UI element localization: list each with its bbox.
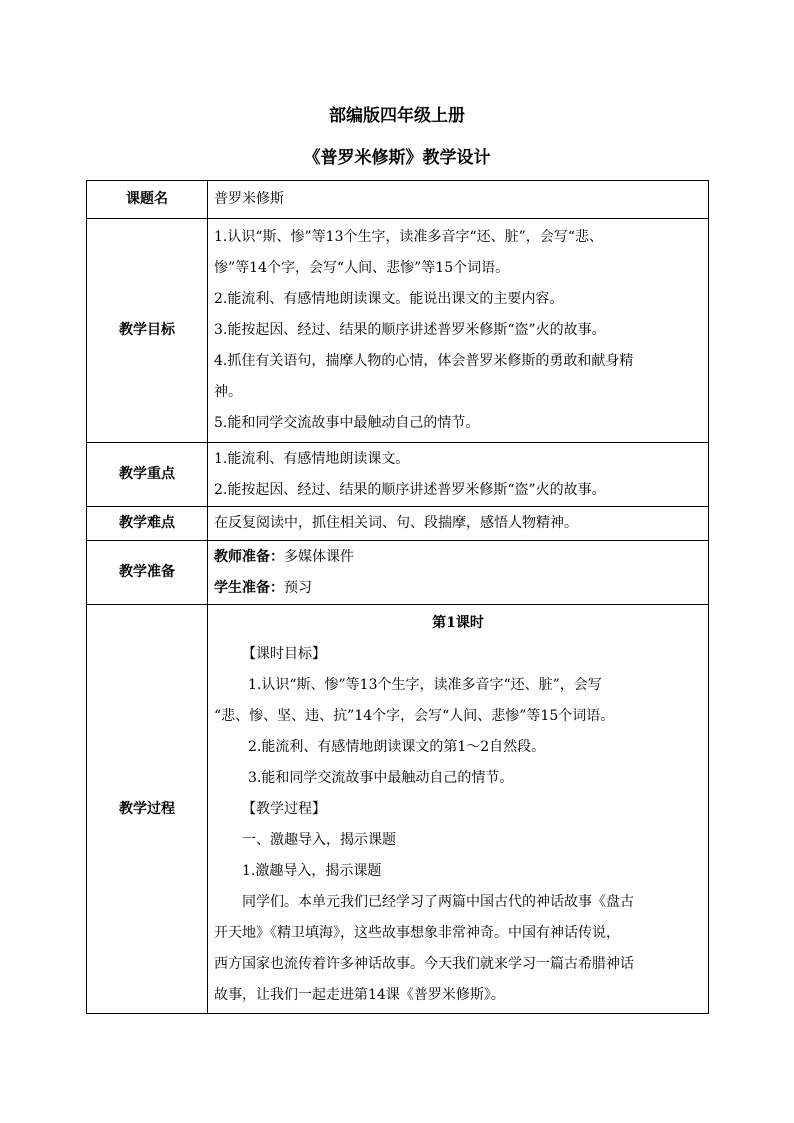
student-preparation xyxy=(214,573,702,604)
teacher-preparation xyxy=(214,542,702,573)
lesson-title: 第1课时 xyxy=(432,614,484,631)
topic-value: 普罗米修斯 xyxy=(208,181,709,219)
goals-label: 教学目标 xyxy=(87,219,208,443)
process-line: 1.认识“斯、惨”等13个生字，读准多音字“还、脏”，会写 xyxy=(248,676,602,693)
lesson-plan-table xyxy=(86,180,709,1014)
goals-line: 2.能流利、有感情地朗读课文。能说出课文的主要内容。 xyxy=(214,291,564,307)
process-line: “悲、惨、坚、违、抗”14个字，会写“人间、悲惨”等15个词语。 xyxy=(214,707,615,724)
difficulties-label: 教学难点 xyxy=(87,507,208,541)
process-cell xyxy=(208,605,709,1014)
student-preparation-label: 学生准备： xyxy=(214,579,284,596)
process-line: 1.激趣导入，揭示课题 xyxy=(242,862,382,879)
goals-line: 惨”等14个字，会写“人间、悲惨”等15个词语。 xyxy=(214,260,510,276)
key-point-line: 2.能按起因、经过、结果的顺序讲述普罗米修斯“盗”火的故事。 xyxy=(214,481,606,498)
process-line: 西方国家也流传着许多神话故事。今天我们就来学习一篇古希腊神话 xyxy=(214,955,634,972)
student-preparation-value: 预习 xyxy=(284,579,312,596)
process-row xyxy=(87,605,709,1014)
key-point-line: 1.能流利、有感情地朗读课文。 xyxy=(214,450,410,467)
preparation-row xyxy=(87,541,709,605)
topic-row xyxy=(87,181,709,219)
goals-row xyxy=(87,219,709,443)
process-line: 【教学过程】 xyxy=(242,800,326,817)
difficulties-row xyxy=(87,507,709,541)
goals-line: 神。 xyxy=(214,384,242,400)
preparation-cell xyxy=(208,541,709,605)
key-points-row xyxy=(87,443,709,507)
document-subtitle: 《普罗米修斯》教学设计 xyxy=(303,148,491,168)
teacher-preparation-value: 多媒体课件 xyxy=(284,548,354,565)
process-line: 同学们。本单元我们已经学习了两篇中国古代的神话故事《盘古 xyxy=(242,893,634,910)
process-line: 故事，让我们一起走进第14课《普罗米修斯》。 xyxy=(214,986,505,1003)
preparation-label: 教学准备 xyxy=(87,541,208,605)
difficulties-value: 在反复阅读中，抓住相关词、句、段揣摩，感悟人物精神。 xyxy=(208,507,709,541)
process-line: 2.能流利、有感情地朗读课文的第1～2自然段。 xyxy=(248,738,546,755)
topic-label: 课题名 xyxy=(87,181,208,219)
process-line: 开天地》《精卫填海》，这些故事想象非常神奇。中国有神话传说， xyxy=(214,924,620,941)
key-points-label: 教学重点 xyxy=(87,443,208,507)
goals-line: 5.能和同学交流故事中最触动自己的情节。 xyxy=(214,415,480,431)
process-line: 3.能和同学交流故事中最触动自己的情节。 xyxy=(248,769,514,786)
key-points-cell xyxy=(208,443,709,507)
process-line: 【课时目标】 xyxy=(242,645,326,662)
teacher-preparation-label: 教师准备： xyxy=(214,548,284,565)
goals-line: 1.认识“斯、惨”等13个生字，读准多音字“还、脏”，会写“悲、 xyxy=(214,229,603,245)
document-title: 部编版四年级上册 xyxy=(329,106,465,126)
goals-line: 3.能按起因、经过、结果的顺序讲述普罗米修斯“盗”火的故事。 xyxy=(214,322,606,338)
process-line: 一、激趣导入，揭示课题 xyxy=(242,831,396,848)
process-label: 教学过程 xyxy=(87,605,208,1014)
goals-line: 4.抓住有关语句，揣摩人物的心情，体会普罗米修斯的勇敢和献身精 xyxy=(214,353,634,369)
goals-cell xyxy=(208,219,709,443)
